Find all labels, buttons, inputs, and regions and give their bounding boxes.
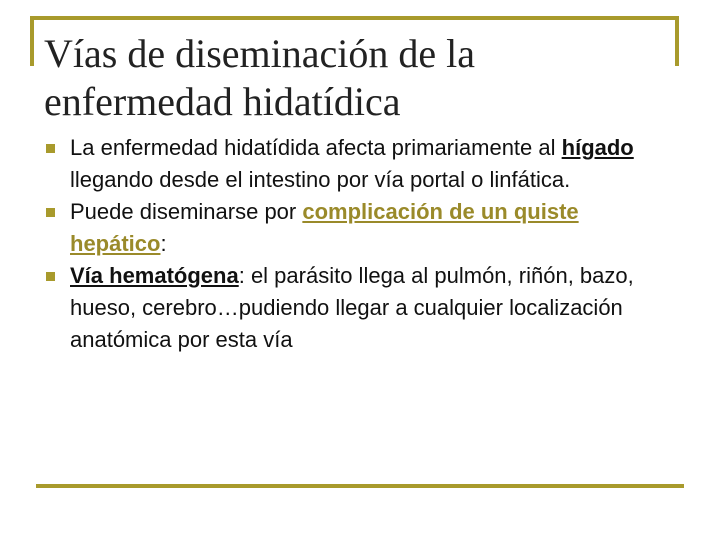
frame-top-rule <box>30 16 678 20</box>
frame-right-rule <box>675 16 679 66</box>
square-bullet-icon <box>46 272 55 281</box>
slide-title <box>44 30 664 126</box>
slide-title-line1: Vías de diseminación de la <box>44 31 475 76</box>
bullet-list <box>44 132 674 356</box>
bullet-2-text-c: : <box>160 231 167 256</box>
bullet-3-text-b: : el parásito llega al pulmón, riñón, bazo, hueso, cerebro…pudiendo llegar a cualquier localización anatómica por esta vía <box>70 263 634 352</box>
bullet-item-2 <box>44 196 674 260</box>
bullet-3-text-a: Vía hematógena <box>70 263 239 288</box>
bullet-1-text-a: La enfermedad hidatídida afecta primariamente al <box>70 135 562 160</box>
square-bullet-icon <box>46 208 55 217</box>
bullet-1-text-b: hígado <box>561 135 634 160</box>
frame-left-rule <box>30 16 34 66</box>
bullet-item-3 <box>44 260 674 356</box>
square-bullet-icon <box>46 144 55 153</box>
bullet-1-text-c: llegando desde el intestino por vía portal o linfática. <box>70 167 571 192</box>
slide-title-line2: enfermedad hidatídica <box>44 79 401 124</box>
bullet-2-text-a: Puede diseminarse por <box>70 199 303 224</box>
bullet-2-text-b: complicación de un quiste hepático <box>70 199 579 256</box>
frame-bottom-rule <box>36 484 684 488</box>
bullet-item-1 <box>44 132 674 196</box>
